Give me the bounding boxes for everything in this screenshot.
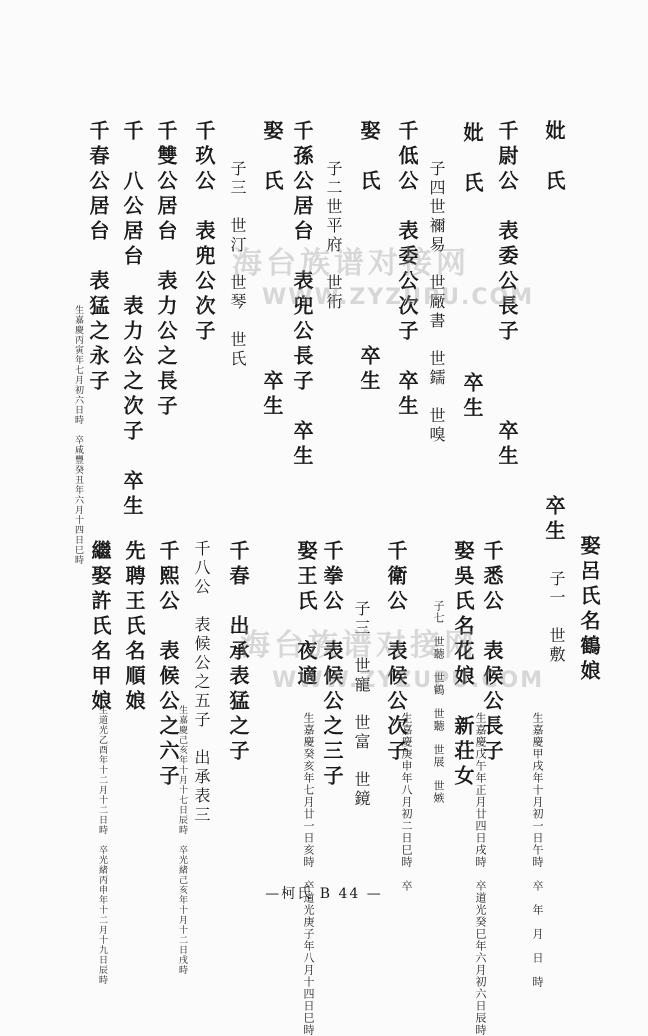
lower-col-4: 千悉公 表候公長子 [480,540,504,765]
upper-col-5: 千低公 表委公次子 卒生 [395,120,419,420]
upper-col-3: 妣 氏 卒生 [460,122,484,422]
upper-col-8: 千孫公居台 表兜公長子 卒生 [290,120,314,470]
upper-col-15: 生嘉慶丙寅年七月初六日時 卒咸豐癸丑年六月十四日巳時 [73,305,83,565]
lower-col-17: 先聘王氏名順娘 [122,540,146,715]
lower-col-16: 千熙公 表候公之六子 [156,540,180,790]
lower-col-7: 生嘉慶戊午年正月廿四日戌時 卒道光癸巳年六月初六日辰時 [474,712,487,1036]
lower-col-9: 生嘉慶庚申年八月初二日巳時 卒 [400,712,413,892]
lower-col-1: 娶呂氏名鶴娘 [577,535,601,685]
lower-col-2: 子一 世敷 [547,570,566,665]
lower-col-11: 娶王氏 夜適 [294,540,318,690]
lower-col-10: 子三 世寵 世富 世鏡 [352,600,371,809]
lower-col-6: 子七 世聽 世鶴 世聽 世展 世嫉 [432,600,445,804]
lower-col-5: 娶吳氏名花娘 新荘女 [451,540,475,790]
upper-col-1: 妣 氏 卒生 [542,120,566,545]
upper-col-6: 娶 氏 卒生 [357,120,381,395]
upper-col-4: 子四世禰易 世厰書 世鑐 世嗅 [427,160,446,445]
upper-col-11: 千玖公 表兜公次子 [192,120,216,345]
upper-col-12: 千雙公居台 表力公之長子 [154,120,178,420]
lower-col-8: 千衛公 表候公次子 [384,540,408,765]
upper-col-14: 千春公居台 表猛之永子 [86,120,110,395]
lower-col-12: 千拳公 表候公之三子 [320,540,344,790]
lower-col-3: 生嘉慶甲戌年十月初一日午時 卒 年 月 日 時 [531,712,544,988]
upper-col-10: 子三 世汀 世琴 世氏 [228,160,247,369]
lower-col-15: 千八公 表候公之五子 出承表三 [192,540,211,825]
upper-col-2: 千尉公 表委公長子 卒生 [495,120,519,470]
lower-col-18: 繼娶許氏名甲娘 [88,540,112,715]
watermark-url-top: WWW.ZYZUPU.COM [262,285,535,310]
watermark-url-bottom: WWW.ZYZUPU.COM [272,668,545,693]
lower-col-14: 千春 出承表猛之子 [226,540,250,765]
page-footer: —柯氏 B 44 — [265,886,383,902]
watermark-text-top: 海台族谱对接网 [232,246,470,281]
upper-col-7: 子二世平府 世衎 [324,160,343,312]
lower-col-20: 生道光乙酉年十二月十二日時 卒光緒丙申年十二月十九日辰時 [97,705,107,985]
lower-col-19: 生嘉慶己亥年十月十七日辰時 卒光緒己亥年十月十二日戌時 [177,705,187,975]
watermark-text-bottom: 海台族谱对接网 [240,628,478,663]
upper-col-9: 娶 氏 卒生 [260,120,284,420]
lower-col-13: 生嘉慶癸亥年七月廿一日亥時 卒道光庚子年八月十四日巳時 [302,712,315,1036]
upper-col-13: 千 八公居台 表力公之次子 卒生 [120,120,144,520]
